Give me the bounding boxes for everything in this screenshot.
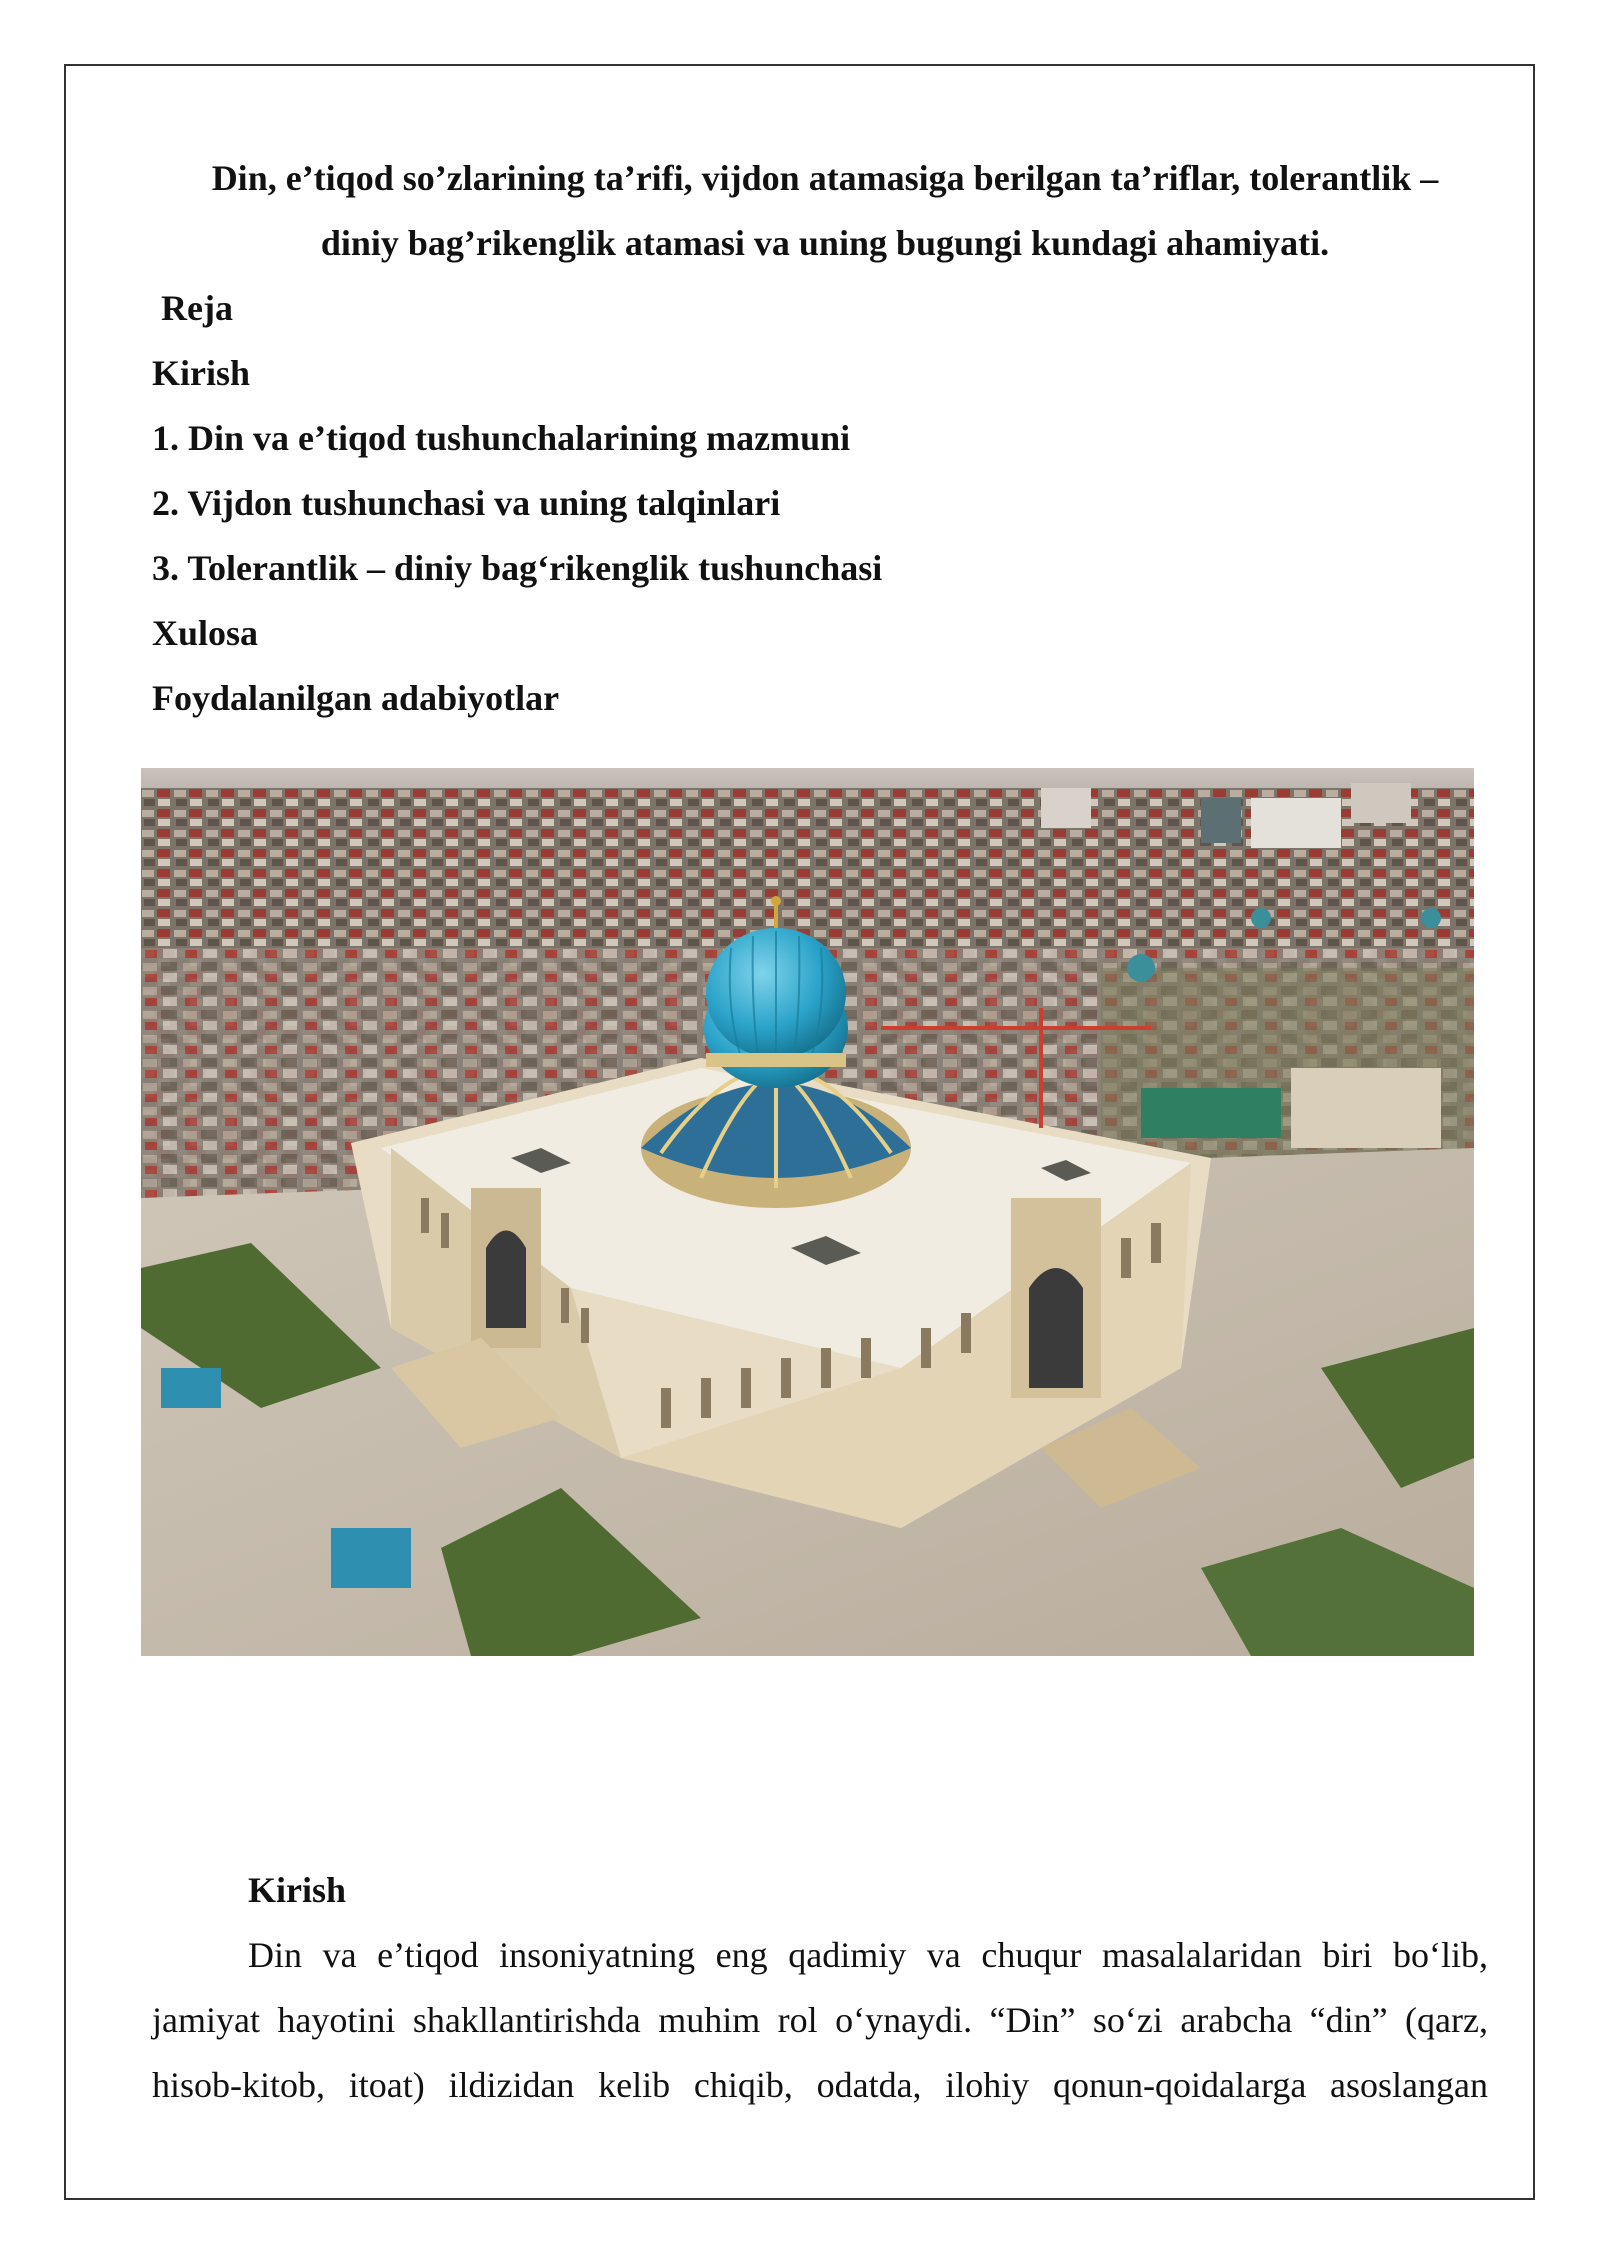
plan-heading: Reja bbox=[161, 288, 233, 328]
mosque-aerial-photo bbox=[141, 768, 1474, 1656]
section-paragraph: Din va e’tiqod insoniyatning eng qadimiy va chuqur masalalaridan biri bo‘lib, jamiyat hayotini shakllantirishda muhim rol o‘ynaydi. “Din” so‘zi arabcha “din” (qarz, hisob-kitob, itoat) ildizidan kelib chiqib, odatda, ilohiy qonun-qoidalarga asoslangan bbox=[152, 1935, 1488, 2105]
title-line-2: diniy bag’rikenglik atamasi va uning bugungi kundagi ahamiyati. bbox=[320, 223, 1330, 263]
plan-item: 2. Vijdon tushunchasi va uning talqinlari bbox=[152, 483, 781, 523]
title-line-1: Din, e’tiqod so’zlarining ta’rifi, vijdon atamasiga berilgan ta’riflar, tolerantlik – bbox=[211, 158, 1439, 198]
section-heading: Kirish bbox=[248, 1870, 347, 1910]
document-title bbox=[150, 146, 1500, 276]
mosque-illustration bbox=[141, 768, 1474, 1656]
plan-item: Xulosa bbox=[152, 613, 259, 653]
plan-item: Kirish bbox=[152, 353, 251, 393]
plan-item: 3. Tolerantlik – diniy bag‘rikenglik tushunchasi bbox=[152, 548, 883, 588]
plan-list bbox=[152, 276, 1452, 731]
plan-item: Foydalanilgan adabiyotlar bbox=[152, 678, 560, 718]
plan-item: 1. Din va e’tiqod tushunchalarining mazmuni bbox=[152, 418, 851, 458]
